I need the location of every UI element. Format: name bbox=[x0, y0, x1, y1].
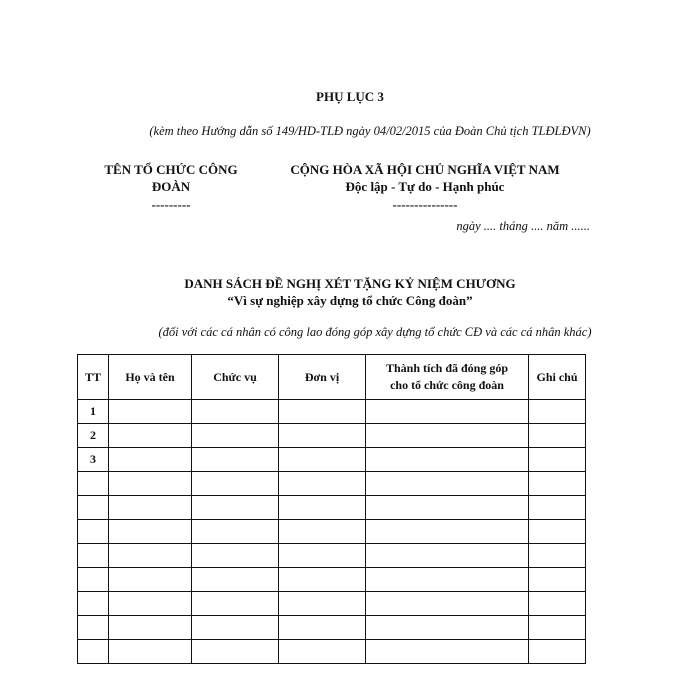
organization-name-line2: ĐOÀN bbox=[151, 179, 191, 194]
organization-name-line1: TÊN TỔ CHỨC CÔNG bbox=[104, 162, 238, 177]
column-header-position: Chức vụ bbox=[192, 355, 279, 400]
table-row bbox=[78, 496, 586, 520]
column-header-achievement bbox=[366, 355, 529, 400]
table-row bbox=[78, 544, 586, 568]
column-header-note: Ghi chú bbox=[529, 355, 586, 400]
organization-block bbox=[96, 161, 246, 215]
organization-separator: --------- bbox=[151, 197, 191, 212]
unit-cell[interactable] bbox=[279, 496, 366, 520]
note-cell[interactable] bbox=[529, 592, 586, 616]
row-number-cell bbox=[78, 496, 109, 520]
national-motto: Độc lập - Tự do - Hạnh phúc bbox=[345, 179, 505, 194]
table-row bbox=[78, 592, 586, 616]
note-cell[interactable] bbox=[529, 472, 586, 496]
table-row bbox=[78, 568, 586, 592]
position-cell[interactable] bbox=[192, 400, 279, 424]
unit-cell[interactable] bbox=[279, 616, 366, 640]
row-number-cell bbox=[78, 544, 109, 568]
unit-cell[interactable] bbox=[279, 424, 366, 448]
name-cell[interactable] bbox=[109, 568, 192, 592]
name-cell[interactable] bbox=[109, 448, 192, 472]
table-row bbox=[78, 616, 586, 640]
unit-cell[interactable] bbox=[279, 520, 366, 544]
unit-cell[interactable] bbox=[279, 544, 366, 568]
name-cell[interactable] bbox=[109, 472, 192, 496]
table-row bbox=[78, 472, 586, 496]
note-cell[interactable] bbox=[529, 400, 586, 424]
unit-cell[interactable] bbox=[279, 592, 366, 616]
list-note: (đối với các cá nhân có công lao đóng góp xây dựng tổ chức CĐ và các cá nhân khác) bbox=[158, 325, 592, 339]
guide-reference: (kèm theo Hướng dẫn số 149/HD-TLĐ ngày 04/02/2015 của Đoàn Chủ tịch TLĐLĐVN) bbox=[149, 124, 591, 138]
achievement-cell[interactable] bbox=[366, 424, 529, 448]
national-title: CỘNG HÒA XÃ HỘI CHỦ NGHĨA VIỆT NAM bbox=[290, 162, 560, 177]
achievement-header-line1: Thành tích đã đóng góp bbox=[385, 361, 509, 375]
name-cell[interactable] bbox=[109, 424, 192, 448]
name-cell[interactable] bbox=[109, 496, 192, 520]
position-cell[interactable] bbox=[192, 496, 279, 520]
position-cell[interactable] bbox=[192, 616, 279, 640]
position-cell[interactable] bbox=[192, 424, 279, 448]
list-subtitle: “Vì sự nghiệp xây dựng tổ chức Công đoàn” bbox=[227, 293, 473, 308]
achievement-cell[interactable] bbox=[366, 640, 529, 664]
position-cell[interactable] bbox=[192, 520, 279, 544]
row-number-cell bbox=[78, 616, 109, 640]
note-cell[interactable] bbox=[529, 424, 586, 448]
achievement-cell[interactable] bbox=[366, 472, 529, 496]
table-row bbox=[78, 640, 586, 664]
row-number-cell bbox=[78, 472, 109, 496]
achievement-cell[interactable] bbox=[366, 592, 529, 616]
name-cell[interactable] bbox=[109, 640, 192, 664]
unit-cell[interactable] bbox=[279, 400, 366, 424]
national-separator: --------------- bbox=[392, 197, 458, 212]
achievement-cell[interactable] bbox=[366, 496, 529, 520]
achievement-cell[interactable] bbox=[366, 520, 529, 544]
achievement-cell[interactable] bbox=[366, 544, 529, 568]
row-number-cell: 1 bbox=[78, 400, 109, 424]
unit-cell[interactable] bbox=[279, 640, 366, 664]
position-cell[interactable] bbox=[192, 448, 279, 472]
achievement-cell[interactable] bbox=[366, 568, 529, 592]
note-cell[interactable] bbox=[529, 520, 586, 544]
row-number-cell bbox=[78, 592, 109, 616]
name-cell[interactable] bbox=[109, 592, 192, 616]
list-title-block bbox=[0, 275, 700, 309]
award-nomination-table bbox=[77, 354, 586, 664]
list-title: DANH SÁCH ĐỀ NGHỊ XÉT TẶNG KỶ NIỆM CHƯƠNG bbox=[184, 276, 516, 291]
column-header-tt: TT bbox=[78, 355, 109, 400]
unit-cell[interactable] bbox=[279, 448, 366, 472]
row-number-cell bbox=[78, 520, 109, 544]
unit-cell[interactable] bbox=[279, 472, 366, 496]
position-cell[interactable] bbox=[192, 592, 279, 616]
date-line: ngày .... tháng .... năm ...... bbox=[456, 219, 590, 233]
position-cell[interactable] bbox=[192, 568, 279, 592]
note-cell[interactable] bbox=[529, 448, 586, 472]
row-number-cell bbox=[78, 568, 109, 592]
table-row bbox=[78, 424, 586, 448]
table-body bbox=[78, 400, 586, 664]
position-cell[interactable] bbox=[192, 472, 279, 496]
name-cell[interactable] bbox=[109, 616, 192, 640]
unit-cell[interactable] bbox=[279, 568, 366, 592]
note-cell[interactable] bbox=[529, 616, 586, 640]
table-row bbox=[78, 400, 586, 424]
table-row bbox=[78, 520, 586, 544]
name-cell[interactable] bbox=[109, 544, 192, 568]
table-row bbox=[78, 448, 586, 472]
name-cell[interactable] bbox=[109, 520, 192, 544]
column-header-name: Họ và tên bbox=[109, 355, 192, 400]
position-cell[interactable] bbox=[192, 544, 279, 568]
name-cell[interactable] bbox=[109, 400, 192, 424]
row-number-cell: 3 bbox=[78, 448, 109, 472]
note-cell[interactable] bbox=[529, 640, 586, 664]
column-header-unit: Đơn vị bbox=[279, 355, 366, 400]
achievement-header-line2: cho tổ chức công đoàn bbox=[390, 378, 504, 392]
achievement-cell[interactable] bbox=[366, 616, 529, 640]
appendix-title: PHỤ LỤC 3 bbox=[316, 89, 384, 104]
note-cell[interactable] bbox=[529, 496, 586, 520]
position-cell[interactable] bbox=[192, 640, 279, 664]
achievement-cell[interactable] bbox=[366, 400, 529, 424]
note-cell[interactable] bbox=[529, 568, 586, 592]
note-cell[interactable] bbox=[529, 544, 586, 568]
achievement-cell[interactable] bbox=[366, 448, 529, 472]
national-header-block bbox=[272, 161, 578, 215]
row-number-cell bbox=[78, 640, 109, 664]
table-header-row bbox=[78, 355, 586, 400]
row-number-cell: 2 bbox=[78, 424, 109, 448]
